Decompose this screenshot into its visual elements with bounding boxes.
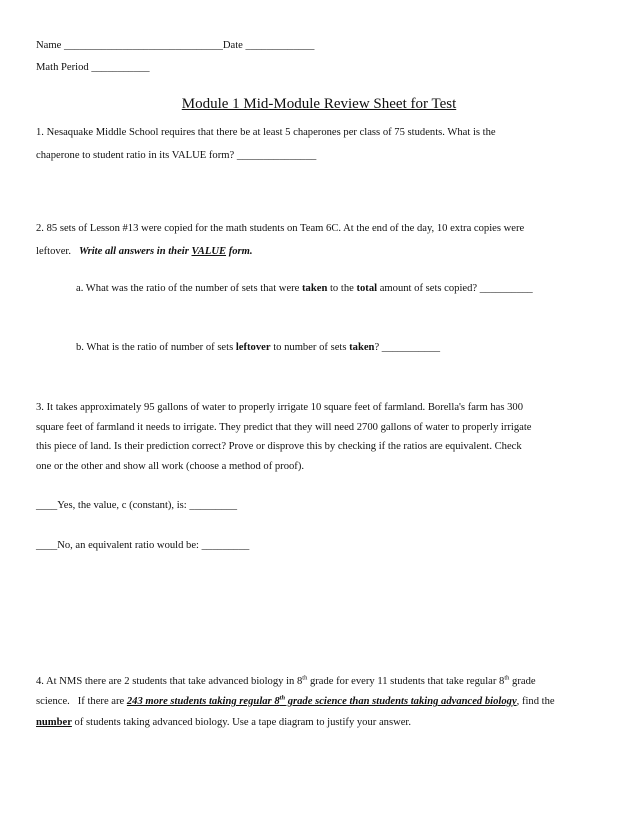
q4-line-3: [36, 717, 411, 728]
q1-line-1: 1. Nesaquake Middle School requires that there be at least 5 chaperones per class of 75 students. What is the: [36, 127, 496, 138]
q2-leftover-text: leftover.: [36, 246, 79, 257]
q4-emphasis: [127, 696, 517, 707]
name-date-line: [36, 40, 314, 51]
q4-text-b: grade for every 11 students that take regular 8: [307, 676, 505, 687]
q2-instruction-b: form.: [226, 246, 253, 257]
q4-number: number: [36, 717, 72, 728]
q2a-taken: taken: [302, 283, 328, 294]
name-label: Name: [36, 40, 62, 51]
q3-line-4: one or the other and show all work (choose a method of proof).: [36, 461, 305, 472]
q2b-text-post: ? ___________: [374, 342, 441, 353]
q2-instruction: [79, 246, 253, 257]
q2a-text-mid: to the: [327, 283, 357, 294]
q2-instruction-a: Write all answers in their: [78, 246, 192, 257]
date-label: Date: [222, 40, 243, 51]
q4-line-1: [36, 676, 536, 687]
q3-no-option[interactable]: ____No, an equivalent ratio would be: _________: [36, 540, 250, 551]
q2a-line: [76, 283, 533, 294]
q2a-text-pre: a. What was the ratio of the number of sets that were: [76, 283, 303, 294]
q2-instruction-value: VALUE: [191, 246, 227, 257]
q4-l2-pre: science. If there are: [36, 696, 127, 707]
date-field[interactable]: _____________: [245, 40, 315, 51]
q4-text-c: grade: [509, 676, 536, 687]
q4-sup-2: th: [504, 674, 510, 682]
name-field[interactable]: ______________________________: [63, 40, 223, 51]
q2a-total: total: [356, 283, 378, 294]
q4-l3-rest: of students taking advanced biology. Use a tape diagram to justify your answer.: [71, 717, 412, 728]
q4-l2-post: , find the: [516, 696, 555, 707]
math-period-field[interactable]: ___________: [91, 62, 150, 73]
q4-sup-1: th: [302, 674, 308, 682]
q4-line-2: [36, 696, 555, 707]
q2-line-1: 2. 85 sets of Lesson #13 were copied for the math students on Team 6C. At the end of the day, 10 extra copies were: [36, 223, 525, 234]
q2b-taken: taken: [349, 342, 375, 353]
q4-emphasis-a: 243 more students taking regular 8: [126, 696, 280, 707]
q2a-text-post: amount of sets copied? __________: [377, 283, 533, 294]
page-title: Module 1 Mid-Module Review Sheet for Test: [181, 96, 457, 112]
math-period-label: Math Period: [36, 62, 89, 73]
q3-yes-option[interactable]: ____Yes, the value, c (constant), is: _________: [36, 500, 238, 511]
q1-line-2: chaperone to student ratio in its VALUE form? _______________: [36, 150, 317, 161]
q2b-text-mid: to number of sets: [270, 342, 350, 353]
q4-emphasis-sup: th: [279, 694, 286, 702]
q2b-leftover: leftover: [235, 342, 271, 353]
q3-line-1: 3. It takes approximately 95 gallons of water to properly irrigate 10 square feet of farmland. Borella's farm has 300: [36, 402, 524, 413]
q2-line-2: [36, 246, 253, 257]
q3-line-2: square feet of farmland it needs to irrigate. They predict that they will need 2700 gallons of water to properly irrigate: [36, 422, 532, 433]
math-period-line: [36, 62, 150, 73]
q3-line-3: this piece of land. Is their prediction correct? Prove or disprove this by checking if the ratios are equivalent. Check: [36, 441, 522, 452]
q2b-line: [76, 342, 440, 353]
q2b-text-pre: b. What is the ratio of number of sets: [76, 342, 236, 353]
q4-emphasis-b: grade science than students taking advanced biology: [285, 696, 517, 707]
q4-text-a: 4. At NMS there are 2 students that take advanced biology in 8: [36, 676, 303, 687]
